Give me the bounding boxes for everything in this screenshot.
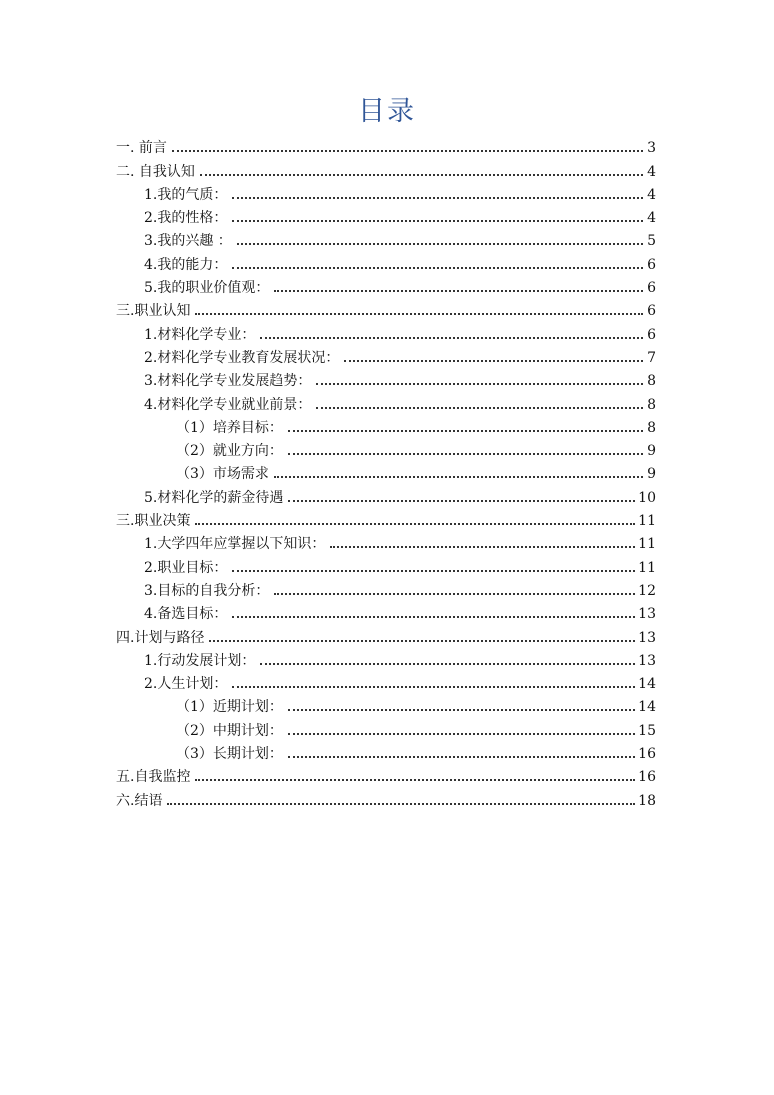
- dot-leader: [260, 337, 643, 339]
- toc-entry[interactable]: [116, 716, 656, 739]
- toc-entry[interactable]: [116, 530, 656, 553]
- dot-leader: [172, 150, 643, 152]
- dot-leader: [232, 197, 643, 199]
- toc-entry-page-number: 9: [647, 443, 656, 460]
- dot-leader: [344, 360, 643, 362]
- toc-entry[interactable]: [116, 483, 656, 506]
- toc-entry[interactable]: [116, 647, 656, 670]
- toc-entry-label: 4.我的能力：: [144, 256, 228, 273]
- toc-entry-page-number: 14: [638, 676, 656, 693]
- toc-entry[interactable]: [116, 577, 656, 600]
- toc-entry-page-number: 9: [647, 466, 656, 483]
- toc-entry[interactable]: [116, 320, 656, 343]
- toc-entry[interactable]: [116, 763, 656, 786]
- toc-entry[interactable]: [116, 274, 656, 297]
- dot-leader: [330, 546, 635, 548]
- toc-entry-page-number: 18: [638, 792, 656, 809]
- toc-entry-label: （3）市场需求: [176, 466, 269, 483]
- toc-entry-page-number: 14: [638, 699, 656, 716]
- dot-leader: [200, 174, 643, 176]
- toc-entry-label: 四.计划与路径: [116, 629, 205, 646]
- table-of-contents: [116, 134, 656, 810]
- dot-leader: [232, 616, 635, 618]
- toc-entry-page-number: 6: [647, 280, 656, 297]
- toc-entry-label: （1）培养目标：: [176, 419, 283, 436]
- toc-entry-label: 1.行动发展计划：: [144, 652, 256, 669]
- toc-entry[interactable]: [116, 670, 656, 693]
- toc-entry-label: 1.我的气质：: [144, 186, 228, 203]
- toc-entry[interactable]: [116, 553, 656, 576]
- toc-entry-page-number: 11: [638, 559, 656, 576]
- toc-entry-page-number: 8: [647, 419, 656, 436]
- toc-entry-page-number: 5: [647, 233, 656, 250]
- toc-entry[interactable]: [116, 740, 656, 763]
- dot-leader: [274, 290, 643, 292]
- dot-leader: [232, 267, 643, 269]
- toc-entry[interactable]: [116, 181, 656, 204]
- dot-leader: [195, 313, 643, 315]
- toc-entry-page-number: 11: [638, 513, 656, 530]
- toc-entry[interactable]: [116, 600, 656, 623]
- toc-entry[interactable]: [116, 460, 656, 483]
- toc-entry-page-number: 12: [638, 582, 656, 599]
- toc-entry[interactable]: [116, 297, 656, 320]
- toc-entry-page-number: 8: [647, 373, 656, 390]
- dot-leader: [237, 243, 643, 245]
- toc-title: 目录: [358, 96, 416, 127]
- dot-leader: [288, 430, 643, 432]
- toc-entry-page-number: 13: [638, 606, 656, 623]
- toc-entry-label: 3.材料化学专业发展趋势：: [144, 373, 312, 390]
- toc-entry[interactable]: [116, 344, 656, 367]
- dot-leader: [260, 663, 635, 665]
- dot-leader: [288, 500, 635, 502]
- toc-entry-label: （3）长期计划：: [176, 746, 283, 763]
- toc-entry-label: （2）中期计划：: [176, 722, 283, 739]
- toc-entry-label: 5.我的职业价值观：: [144, 280, 270, 297]
- dot-leader: [232, 570, 635, 572]
- toc-entry-label: 一. 前言: [116, 140, 167, 157]
- toc-entry[interactable]: [116, 390, 656, 413]
- toc-entry-label: 5.材料化学的薪金待遇: [144, 489, 284, 506]
- toc-entry-page-number: 15: [638, 722, 656, 739]
- toc-entry-label: 三.职业决策: [116, 513, 191, 530]
- toc-entry-label: 3.我的兴趣 ：: [144, 233, 232, 250]
- dot-leader: [288, 733, 635, 735]
- dot-leader: [274, 476, 643, 478]
- toc-entry-page-number: 4: [647, 186, 656, 203]
- toc-entry-page-number: 8: [647, 396, 656, 413]
- toc-entry[interactable]: [116, 507, 656, 530]
- toc-entry-page-number: 4: [647, 210, 656, 227]
- toc-entry[interactable]: [116, 414, 656, 437]
- toc-entry-page-number: 13: [638, 652, 656, 669]
- toc-entry-page-number: 16: [638, 746, 656, 763]
- dot-leader: [288, 756, 635, 758]
- toc-entry[interactable]: [116, 157, 656, 180]
- toc-entry-label: 3.目标的自我分析：: [144, 582, 270, 599]
- toc-entry-page-number: 3: [647, 140, 656, 157]
- toc-entry-label: 4.备选目标：: [144, 606, 228, 623]
- toc-entry-page-number: 11: [638, 536, 656, 553]
- toc-entry[interactable]: [116, 693, 656, 716]
- toc-entry[interactable]: [116, 227, 656, 250]
- dot-leader: [316, 383, 643, 385]
- toc-entry-page-number: 16: [638, 769, 656, 786]
- toc-entry-label: （2）就业方向：: [176, 443, 283, 460]
- dot-leader: [232, 220, 643, 222]
- toc-entry-page-number: 6: [647, 326, 656, 343]
- toc-entry-label: 2.材料化学专业教育发展状况：: [144, 349, 340, 366]
- toc-entry-label: 4.材料化学专业就业前景：: [144, 396, 312, 413]
- dot-leader: [232, 686, 635, 688]
- dot-leader: [274, 593, 635, 595]
- toc-entry-label: 1.大学四年应掌握以下知识：: [144, 536, 326, 553]
- toc-entry-label: （1）近期计划：: [176, 699, 283, 716]
- dot-leader: [209, 640, 635, 642]
- dot-leader: [195, 523, 635, 525]
- toc-entry-label: 2.人生计划：: [144, 676, 228, 693]
- toc-entry-label: 2.职业目标：: [144, 559, 228, 576]
- toc-entry[interactable]: [116, 367, 656, 390]
- toc-entry[interactable]: [116, 786, 656, 809]
- toc-entry-label: 2.我的性格：: [144, 210, 228, 227]
- toc-entry[interactable]: [116, 250, 656, 273]
- dot-leader: [167, 803, 635, 805]
- toc-entry-page-number: 6: [647, 303, 656, 320]
- toc-entry-page-number: 13: [638, 629, 656, 646]
- toc-entry-label: 六.结语: [116, 792, 163, 809]
- toc-entry-label: 二. 自我认知: [116, 163, 195, 180]
- toc-entry[interactable]: [116, 437, 656, 460]
- toc-entry[interactable]: [116, 204, 656, 227]
- toc-entry-label: 1.材料化学专业：: [144, 326, 256, 343]
- toc-entry[interactable]: [116, 134, 656, 157]
- toc-entry-label: 三.职业认知: [116, 303, 191, 320]
- toc-entry-page-number: 10: [638, 489, 656, 506]
- dot-leader: [288, 453, 643, 455]
- dot-leader: [288, 709, 635, 711]
- toc-entry[interactable]: [116, 623, 656, 646]
- toc-entry-label: 五.自我监控: [116, 769, 191, 786]
- toc-entry-page-number: 4: [647, 163, 656, 180]
- dot-leader: [316, 407, 643, 409]
- dot-leader: [195, 779, 635, 781]
- toc-entry-page-number: 6: [647, 256, 656, 273]
- toc-entry-page-number: 7: [647, 349, 656, 366]
